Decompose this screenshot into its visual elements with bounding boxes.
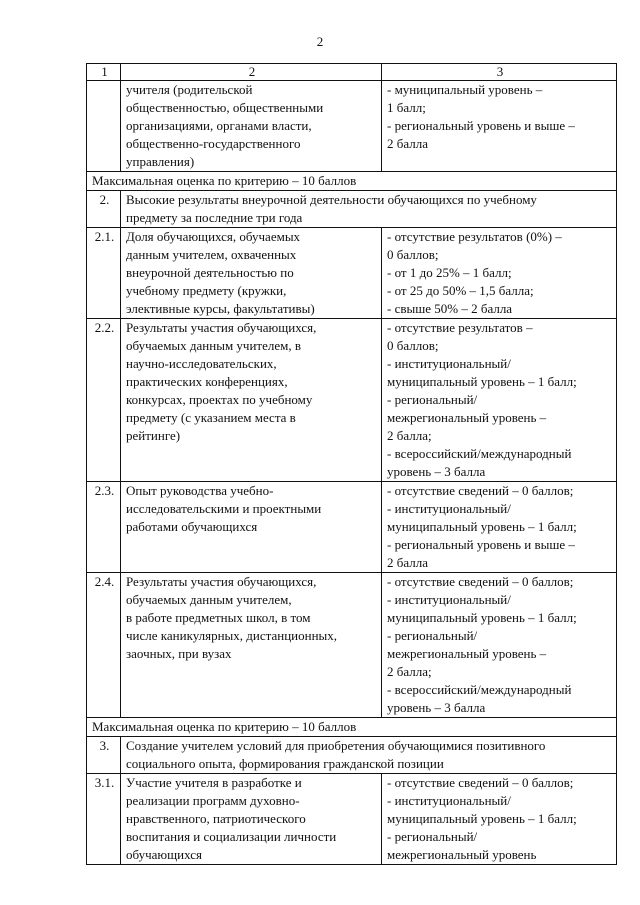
header-col-1: 1 — [87, 64, 121, 81]
criterion-cell — [121, 774, 382, 865]
score-cell — [382, 573, 617, 718]
score-line: - всероссийский/международный — [387, 446, 572, 461]
score-line: - всероссийский/международный — [387, 682, 572, 697]
score-line: межрегиональный уровень — [387, 847, 537, 862]
score-line: уровень – 3 балла — [387, 700, 486, 715]
score-line: - свыше 50% – 2 балла — [387, 301, 513, 316]
score-line: 2 балла; — [387, 664, 432, 679]
score-line: 0 баллов; — [387, 247, 439, 262]
criterion-line: управления) — [126, 154, 195, 169]
score-cell — [382, 774, 617, 865]
score-line: - региональный/ — [387, 628, 478, 643]
criterion-line: обучаемых данным учителем, в — [126, 338, 301, 353]
score-line: уровень – 3 балла — [387, 464, 486, 479]
score-line: - институциональный/ — [387, 501, 511, 516]
criterion-line: исследовательскими и проектными — [126, 501, 322, 516]
criterion-line: воспитания и социализации личности — [126, 829, 337, 844]
section-title-line: Высокие результаты внеурочной деятельности обучающихся по учебному — [126, 192, 537, 207]
score-cell — [382, 319, 617, 482]
criterion-line: реализации программ духовно- — [126, 793, 300, 808]
score-line: 1 балл; — [387, 100, 426, 115]
score-line: 2 балла — [387, 555, 428, 570]
max-score-text: Максимальная оценка по критерию – 10 баллов — [87, 718, 617, 737]
score-line: межрегиональный уровень – — [387, 646, 547, 661]
section-title — [121, 737, 617, 774]
score-line: - региональный/ — [387, 392, 478, 407]
criterion-line: конкурсах, проектах по учебному — [126, 392, 313, 407]
score-line: - от 1 до 25% – 1 балл; — [387, 265, 512, 280]
criterion-cell — [121, 228, 382, 319]
criterion-line: организациями, органами власти, — [126, 118, 312, 133]
section-title — [121, 191, 617, 228]
section-number: 3. — [87, 737, 121, 774]
max-score-row — [87, 172, 617, 191]
max-score-row — [87, 718, 617, 737]
criterion-line: учебному предмету (кружки, — [126, 283, 287, 298]
score-line: муниципальный уровень – 1 балл; — [387, 610, 577, 625]
criterion-line: числе каникулярных, дистанционных, — [126, 628, 338, 643]
score-line: 0 баллов; — [387, 338, 439, 353]
table-row — [87, 482, 617, 573]
criterion-line: Участие учителя в разработке и — [126, 775, 302, 790]
row-number — [87, 81, 121, 172]
criterion-line: научно-исследовательских, — [126, 356, 277, 371]
criterion-cell — [121, 81, 382, 172]
score-line: - региональный уровень и выше – — [387, 537, 575, 552]
score-line: - отсутствие сведений – 0 баллов; — [387, 483, 574, 498]
score-line: - региональный/ — [387, 829, 478, 844]
max-score-text: Максимальная оценка по критерию – 10 баллов — [87, 172, 617, 191]
criterion-line: обучающихся — [126, 847, 202, 862]
criterion-line: общественно-государственного — [126, 136, 301, 151]
criterion-line: Доля обучающихся, обучаемых — [126, 229, 301, 244]
score-line: муниципальный уровень – 1 балл; — [387, 811, 577, 826]
score-line: - от 25 до 50% – 1,5 балла; — [387, 283, 534, 298]
row-number: 3.1. — [87, 774, 121, 865]
score-cell — [382, 228, 617, 319]
criterion-line: Опыт руководства учебно- — [126, 483, 274, 498]
section-row — [87, 191, 617, 228]
row-number: 2.2. — [87, 319, 121, 482]
score-line: - отсутствие сведений – 0 баллов; — [387, 574, 574, 589]
criterion-line: элективные курсы, факультативы) — [126, 301, 315, 316]
score-line: 2 балла — [387, 136, 428, 151]
table-row — [87, 319, 617, 482]
criterion-cell — [121, 319, 382, 482]
row-number: 2.3. — [87, 482, 121, 573]
criterion-line: внеурочной деятельностью по — [126, 265, 294, 280]
criterion-line: заочных, при вузах — [126, 646, 232, 661]
score-line: - институциональный/ — [387, 592, 511, 607]
header-col-2: 2 — [121, 64, 382, 81]
header-row — [87, 64, 617, 81]
section-title-line: предмету за последние три года — [126, 210, 303, 225]
table-row — [87, 228, 617, 319]
score-cell — [382, 81, 617, 172]
criteria-table — [86, 63, 617, 865]
page-number: 2 — [316, 34, 324, 49]
table-row — [87, 81, 617, 172]
criterion-line: общественностью, общественными — [126, 100, 324, 115]
section-title-line: социального опыта, формирования гражданской позиции — [126, 756, 444, 771]
score-line: - отсутствие сведений – 0 баллов; — [387, 775, 574, 790]
score-line: 2 балла; — [387, 428, 432, 443]
table-row — [87, 573, 617, 718]
score-line: - региональный уровень и выше – — [387, 118, 575, 133]
criterion-line: данным учителем, охваченных — [126, 247, 297, 262]
score-line: - институциональный/ — [387, 793, 511, 808]
score-line: - муниципальный уровень – — [387, 82, 543, 97]
section-row — [87, 737, 617, 774]
criterion-line: предмету (с указанием места в — [126, 410, 296, 425]
row-number: 2.4. — [87, 573, 121, 718]
criterion-cell — [121, 573, 382, 718]
score-line: муниципальный уровень – 1 балл; — [387, 374, 577, 389]
score-line: - институциональный/ — [387, 356, 511, 371]
criterion-line: Результаты участия обучающихся, — [126, 574, 317, 589]
criterion-cell — [121, 482, 382, 573]
criterion-line: работами обучающихся — [126, 519, 258, 534]
criterion-line: практических конференциях, — [126, 374, 288, 389]
header-col-3: 3 — [382, 64, 617, 81]
criterion-line: рейтинге) — [126, 428, 181, 443]
criterion-line: обучаемых данным учителем, — [126, 592, 292, 607]
criterion-line: в работе предметных школ, в том — [126, 610, 311, 625]
section-title-line: Создание учителем условий для приобретения обучающимися позитивного — [126, 738, 546, 753]
row-number: 2.1. — [87, 228, 121, 319]
score-line: - отсутствие результатов (0%) – — [387, 229, 562, 244]
score-line: муниципальный уровень – 1 балл; — [387, 519, 577, 534]
score-cell — [382, 482, 617, 573]
criterion-line: Результаты участия обучающихся, — [126, 320, 317, 335]
table-row — [87, 774, 617, 865]
score-line: межрегиональный уровень – — [387, 410, 547, 425]
score-line: - отсутствие результатов – — [387, 320, 533, 335]
criterion-line: учителя (родительской — [126, 82, 253, 97]
criterion-line: нравственного, патриотического — [126, 811, 306, 826]
section-number: 2. — [87, 191, 121, 228]
